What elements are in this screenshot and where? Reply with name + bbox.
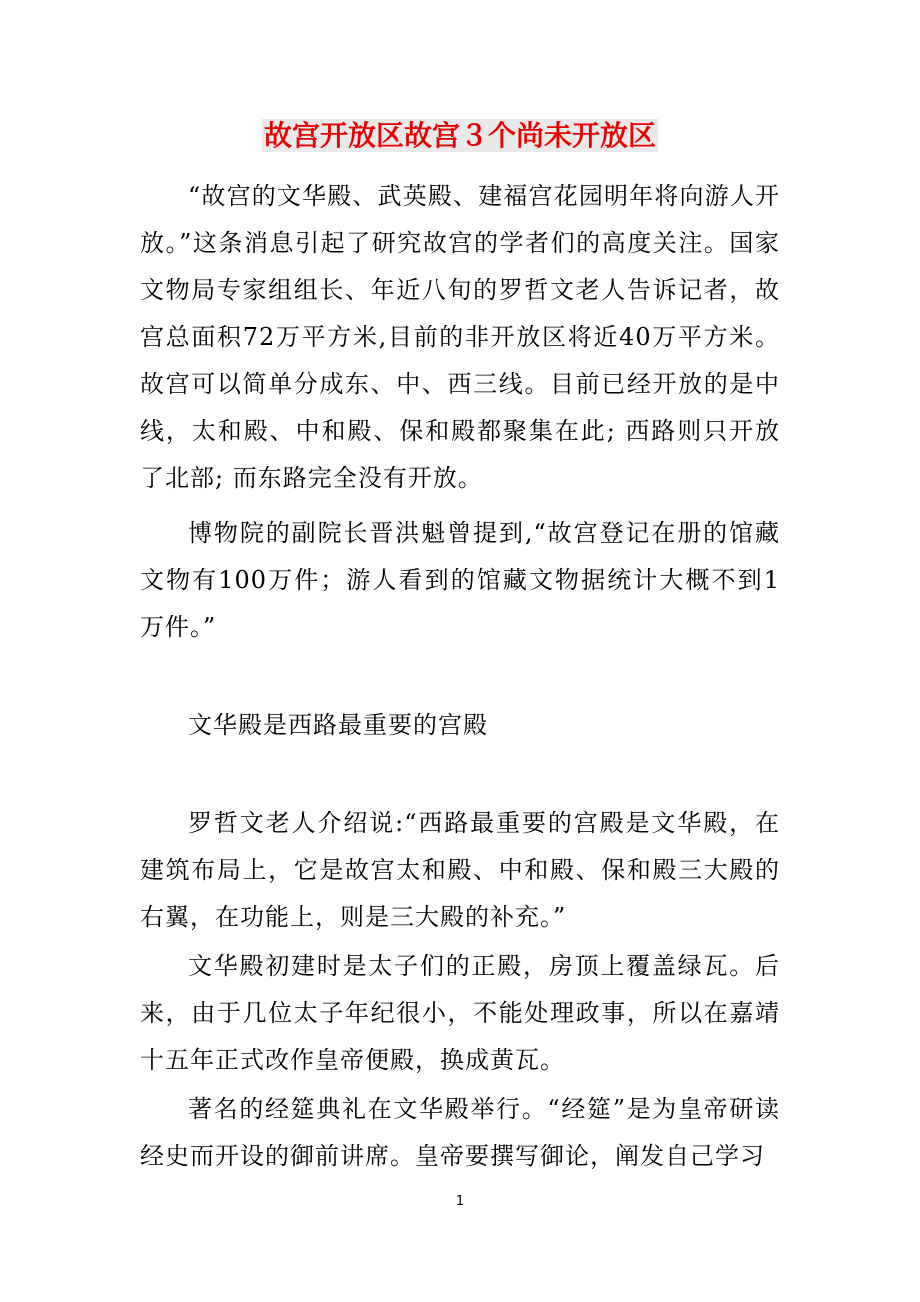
paragraph-jingyan: 著名的经筵典礼在文华殿举行。“经筵”是为皇帝研读经史而开设的御前讲席。皇帝要撰写御论，阐发自己学习: [140, 1095, 780, 1170]
paragraph-wenhua-intro: 罗哲文老人介绍说:“西路最重要的宫殿是文华殿，在建筑布局上，它是故宫太和殿、中和殿、保和殿三大殿的右翼，在功能上，则是三大殿的补充。”: [140, 809, 780, 931]
section-heading: 文华殿是西路最重要的宫殿: [188, 711, 488, 739]
document-title: [0, 116, 920, 156]
document-title-text: 故宫开放区故宫３个尚未开放区: [263, 119, 656, 152]
paragraph-intro: “故宫的文华殿、武英殿、建福宫花园明年将向游人开放。”这条消息引起了研究故宫的学者们的高度关注。国家文物局专家组组长、年近八旬的罗哲文老人告诉记者，故宫总面积72万平方米,目前的非开放区将近40万平方米。故宫可以简单分成东、中、西三线。目前已经开放的是中线，太和殿、中和殿、保和殿都聚集在此; 西路则只开放了北部; 而东路完全没有开放。: [140, 182, 780, 492]
paragraph-collection: 博物院的副院长晋洪魁曾提到,“故宫登记在册的馆藏文物有100万件；游人看到的馆藏文物据统计大概不到1万件。”: [140, 519, 780, 641]
page-number: 1: [455, 1194, 465, 1209]
paragraph-wenhua-history: 文华殿初建时是太子们的正殿，房顶上覆盖绿瓦。后来，由于几位太子年纪很小，不能处理政事，所以在嘉靖十五年正式改作皇帝便殿，换成黄瓦。: [140, 952, 780, 1074]
